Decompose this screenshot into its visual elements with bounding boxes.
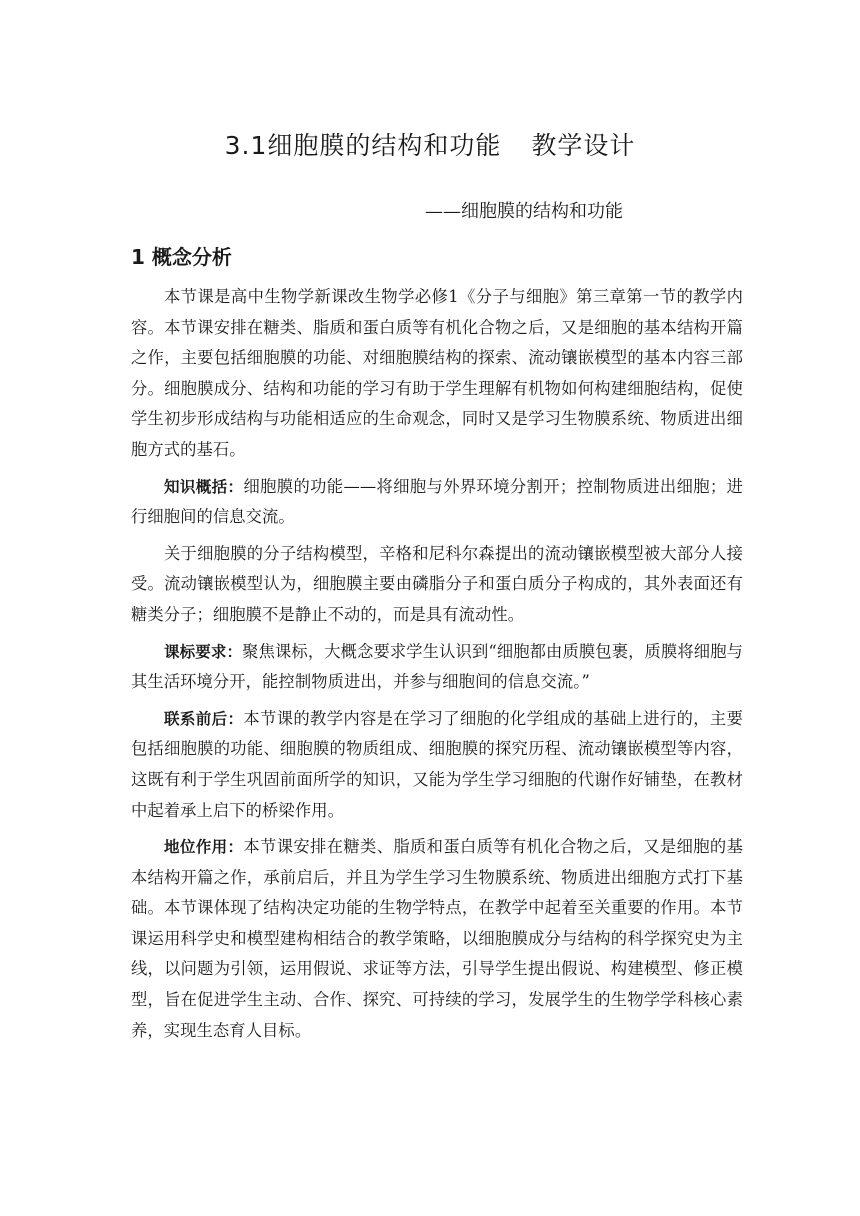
- paragraph-text: 本节课安排在糖类、脂质和蛋白质等有机化合物之后，又是细胞的基本结构开篇之作，承前启后，并且为学生学习生物膜系统、物质进出细胞方式打下基础。本节课体现了结构决定功能的生物学特点，在教学中起着至关重要的作用。本节课运用科学史和模型建构相结合的教学策略，以细胞膜成分与结构的科学探究史为主线，以问题为引领，运用假说、求证等方法，引导学生提出假说、构建模型、修正模型，旨在促进学生主动、合作、探究、可持续的学习，发展学生的生物学学科核心素养，实现生态育人目标。: [131, 837, 743, 1040]
- paragraph-label: 知识概括：: [164, 477, 244, 496]
- title-suffix: 教学设计: [531, 131, 636, 160]
- paragraph-text: 细胞膜的功能——将细胞与外界环境分割开；控制物质进出细胞；进行细胞间的信息交流。: [131, 476, 743, 527]
- paragraph-label: 联系前后：: [164, 709, 244, 728]
- section-body: [131, 282, 743, 1052]
- paragraph-text: 关于细胞膜的分子结构模型，辛格和尼科尔森提出的流动镶嵌模型被大部分人接受。流动镶嵌模型认为，细胞膜主要由磷脂分子和蛋白质分子构成的，其外表面还有糖类分子；细胞膜不是静止不动的，而是具有流动性。: [131, 543, 743, 624]
- paragraph-text: 本节课是高中生物学新课改生物学必修1《分子与细胞》第三章第一节的教学内容。本节课安排在糖类、脂质和蛋白质等有机化合物之后，又是细胞的基本结构开篇之作，主要包括细胞膜的功能、对细胞膜结构的探索、流动镶嵌模型的基本内容三部分。细胞膜成分、结构和功能的学习有助于学生理解有机物如何构建细胞结构，促使学生初步形成结构与功能相适应的生命观念，同时又是学习生物膜系统、物质进出细胞方式的基石。: [131, 287, 743, 459]
- paragraph-curriculum-requirements: [131, 637, 743, 698]
- paragraph-text: 本节课的教学内容是在学习了细胞的化学组成的基础上进行的，主要包括细胞膜的功能、细胞膜的物质组成、细胞膜的探究历程、流动镶嵌模型等内容，这既有利于学生巩固前面所学的知识，又能为学生学习细胞的代谢作好铺垫，在教材中起着承上启下的桥梁作用。: [131, 708, 743, 820]
- section-heading: 1 概念分析: [131, 245, 232, 269]
- document-title: [0, 128, 860, 164]
- title-main: 3.1细胞膜的结构和功能: [224, 131, 502, 160]
- paragraph-label: 地位作用：: [164, 838, 244, 857]
- paragraph-fluid-mosaic-model: [131, 539, 743, 631]
- document-subtitle: ——细胞膜的结构和功能: [425, 201, 623, 222]
- paragraph-knowledge-summary: [131, 472, 743, 533]
- paragraph-role: [131, 832, 743, 1046]
- paragraph-label: 课标要求：: [164, 642, 243, 661]
- paragraph-intro: [131, 282, 743, 466]
- paragraph-context: [131, 704, 743, 826]
- paragraph-text: 聚焦课标，大概念要求学生认识到“细胞都由质膜包裹，质膜将细胞与其生活环境分开，能控制物质进出，并参与细胞间的信息交流。”: [131, 641, 743, 692]
